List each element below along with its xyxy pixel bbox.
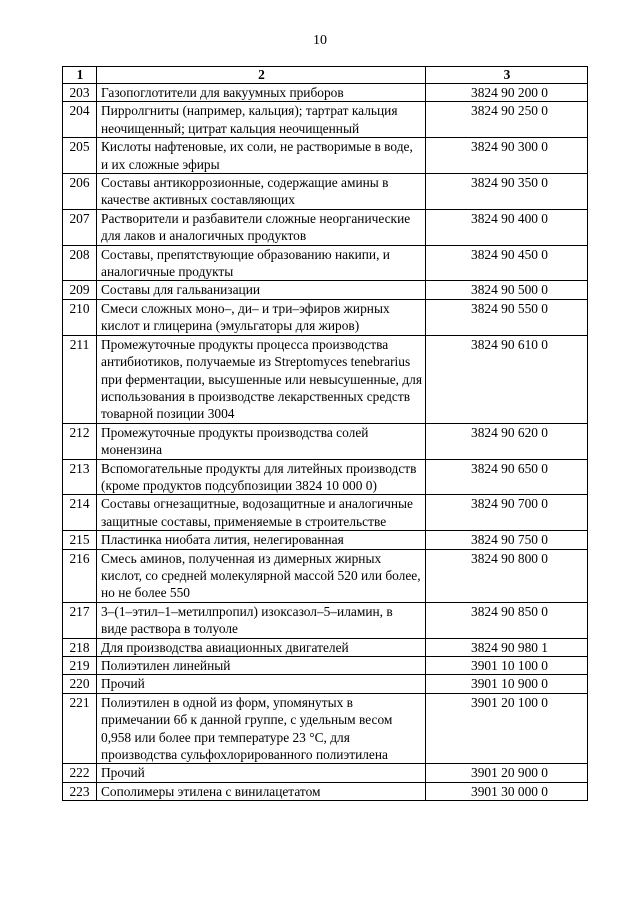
table-row xyxy=(63,102,588,138)
row-description: Составы для гальванизации xyxy=(97,281,426,299)
row-code: 3901 20 900 0 xyxy=(426,764,588,782)
table-row xyxy=(63,459,588,495)
row-number: 217 xyxy=(63,602,97,638)
table-row xyxy=(63,299,588,335)
row-number: 203 xyxy=(63,84,97,102)
table-row xyxy=(63,281,588,299)
page-number: 10 xyxy=(313,33,327,48)
row-code: 3901 20 100 0 xyxy=(426,693,588,764)
row-code: 3824 90 620 0 xyxy=(426,423,588,459)
table-row xyxy=(63,174,588,210)
table-row xyxy=(63,138,588,174)
row-description: Полиэтилен в одной из форм, упомянутых в примечании 6б к данной группе, с удельным весом 0,958 или более при температуре 23 °C, для производства сульфохлорированного полиэтилена xyxy=(97,693,426,764)
row-code: 3824 90 300 0 xyxy=(426,138,588,174)
row-description: Составы огнезащитные, водозащитные и аналогичные защитные составы, применяемые в строительстве xyxy=(97,495,426,531)
row-description: 3–(1–этил–1–метилпропил) изоксазол–5–иламин, в виде раствора в толуоле xyxy=(97,602,426,638)
row-number: 208 xyxy=(63,245,97,281)
row-number: 210 xyxy=(63,299,97,335)
row-number: 215 xyxy=(63,531,97,549)
header-col-3: 3 xyxy=(426,67,588,84)
table-row xyxy=(63,209,588,245)
row-description: Сополимеры этилена с винилацетатом xyxy=(97,782,426,800)
table-row xyxy=(63,657,588,675)
row-code: 3824 90 700 0 xyxy=(426,495,588,531)
table-header-row xyxy=(63,67,588,84)
row-number: 216 xyxy=(63,549,97,602)
row-code: 3824 90 650 0 xyxy=(426,459,588,495)
row-description: Промежуточные продукты производства солей монензина xyxy=(97,423,426,459)
row-number: 220 xyxy=(63,675,97,693)
row-number: 218 xyxy=(63,638,97,656)
row-code: 3824 90 850 0 xyxy=(426,602,588,638)
table-row xyxy=(63,531,588,549)
header-col-1: 1 xyxy=(63,67,97,84)
row-code: 3824 90 350 0 xyxy=(426,174,588,210)
row-code: 3824 90 750 0 xyxy=(426,531,588,549)
row-description: Составы антикоррозионные, содержащие амины в качестве активных составляющих xyxy=(97,174,426,210)
row-code: 3901 10 100 0 xyxy=(426,657,588,675)
row-number: 212 xyxy=(63,423,97,459)
row-code: 3824 90 800 0 xyxy=(426,549,588,602)
row-description: Прочий xyxy=(97,764,426,782)
table-row xyxy=(63,638,588,656)
row-code: 3824 90 610 0 xyxy=(426,335,588,423)
row-code: 3824 90 400 0 xyxy=(426,209,588,245)
row-description: Вспомогательные продукты для литейных производств (кроме продуктов подсубпозиции 3824 10 000 0) xyxy=(97,459,426,495)
table-row xyxy=(63,693,588,764)
row-description: Растворители и разбавители сложные неорганические для лаков и аналогичных продуктов xyxy=(97,209,426,245)
row-number: 204 xyxy=(63,102,97,138)
row-number: 221 xyxy=(63,693,97,764)
row-number: 211 xyxy=(63,335,97,423)
goods-table xyxy=(62,66,588,801)
row-description: Пластинка ниобата лития, нелегированная xyxy=(97,531,426,549)
table-row xyxy=(63,335,588,423)
row-description: Пирролгниты (например, кальция); тартрат кальция неочищенный; цитрат кальция неочищенный xyxy=(97,102,426,138)
row-description: Смесь аминов, полученная из димерных жирных кислот, со средней молекулярной массой 520 или более, но не более 550 xyxy=(97,549,426,602)
row-number: 214 xyxy=(63,495,97,531)
table-row xyxy=(63,782,588,800)
row-number: 213 xyxy=(63,459,97,495)
row-number: 205 xyxy=(63,138,97,174)
row-number: 206 xyxy=(63,174,97,210)
row-number: 209 xyxy=(63,281,97,299)
table-row xyxy=(63,84,588,102)
row-description: Смеси сложных моно–, ди– и три–эфиров жирных кислот и глицерина (эмульгаторы для жиров) xyxy=(97,299,426,335)
row-code: 3824 90 980 1 xyxy=(426,638,588,656)
row-description: Составы, препятствующие образованию накипи, и аналогичные продукты xyxy=(97,245,426,281)
row-number: 207 xyxy=(63,209,97,245)
row-code: 3824 90 500 0 xyxy=(426,281,588,299)
row-number: 219 xyxy=(63,657,97,675)
table-row xyxy=(63,675,588,693)
table-row xyxy=(63,495,588,531)
table-row xyxy=(63,245,588,281)
row-description: Газопоглотители для вакуумных приборов xyxy=(97,84,426,102)
row-description: Полиэтилен линейный xyxy=(97,657,426,675)
row-code: 3824 90 450 0 xyxy=(426,245,588,281)
row-description: Промежуточные продукты процесса производства антибиотиков, получаемые из Streptomyces tenebrarius при ферментации, высушенные или невысушенные, для использования в производстве лекарственных средств товарной позиции 3004 xyxy=(97,335,426,423)
row-code: 3824 90 250 0 xyxy=(426,102,588,138)
table-row xyxy=(63,423,588,459)
row-code: 3824 90 550 0 xyxy=(426,299,588,335)
row-number: 223 xyxy=(63,782,97,800)
row-description: Для производства авиационных двигателей xyxy=(97,638,426,656)
row-code: 3824 90 200 0 xyxy=(426,84,588,102)
table-row xyxy=(63,764,588,782)
table-row xyxy=(63,602,588,638)
header-col-2: 2 xyxy=(97,67,426,84)
row-description: Прочий xyxy=(97,675,426,693)
row-number: 222 xyxy=(63,764,97,782)
row-code: 3901 30 000 0 xyxy=(426,782,588,800)
row-code: 3901 10 900 0 xyxy=(426,675,588,693)
row-description: Кислоты нафтеновые, их соли, не растворимые в воде, и их сложные эфиры xyxy=(97,138,426,174)
table-row xyxy=(63,549,588,602)
